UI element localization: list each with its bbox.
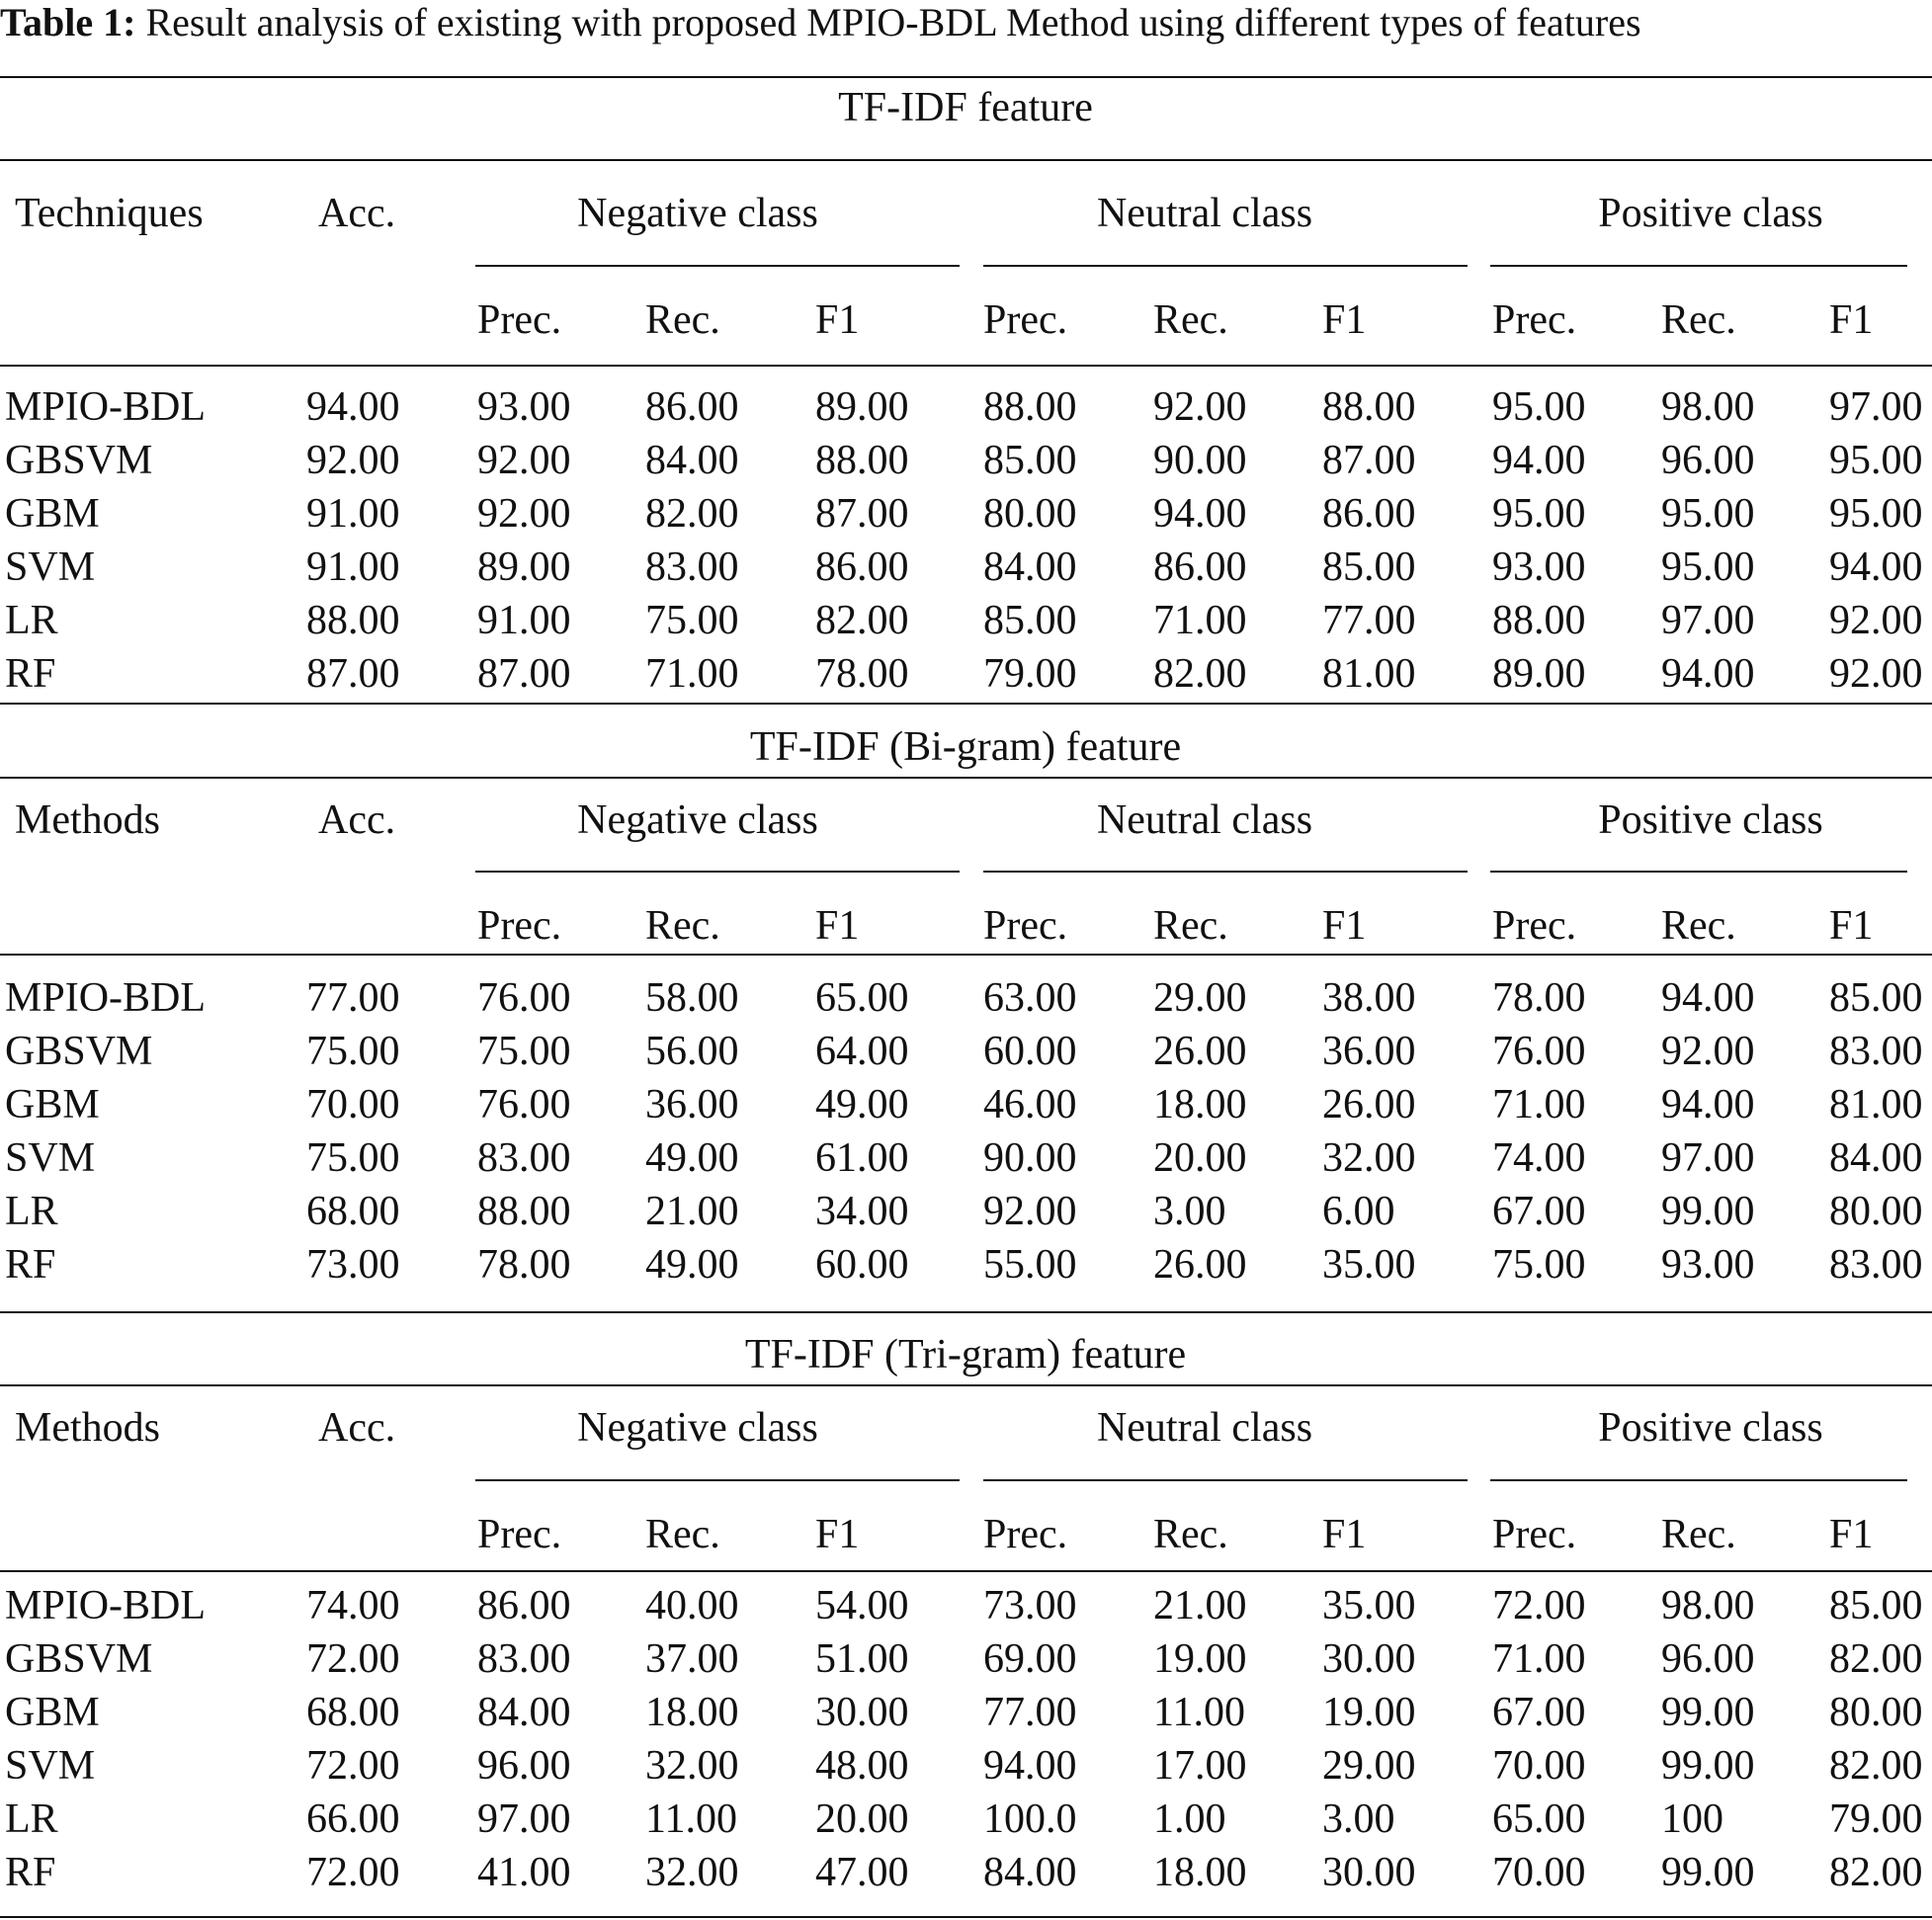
header-bottom-rule <box>0 954 1932 956</box>
table-cell: 17.00 <box>1153 1743 1247 1789</box>
table-cell: 64.00 <box>815 1029 909 1074</box>
table-cell: 78.00 <box>815 651 909 697</box>
table-cell: 88.00 <box>983 384 1077 430</box>
table-cell: 95.00 <box>1492 491 1586 537</box>
table-cell: 18.00 <box>645 1690 739 1735</box>
table-cell: 99.00 <box>1661 1850 1755 1895</box>
table-cell: 84.00 <box>983 544 1077 590</box>
table-cell: 67.00 <box>1492 1189 1586 1234</box>
class-group-header: Negative class <box>577 1405 818 1451</box>
table-cell: 65.00 <box>815 975 909 1021</box>
method-name-cell: MPIO-BDL <box>5 384 207 430</box>
metric-header: Rec. <box>1661 297 1736 343</box>
accuracy-header: Acc. <box>318 191 396 236</box>
table-cell: 6.00 <box>1322 1189 1395 1234</box>
table-cell: 89.00 <box>815 384 909 430</box>
table-cell: 87.00 <box>815 491 909 537</box>
class-group-header: Positive class <box>1598 1405 1823 1451</box>
table-cell: 96.00 <box>1661 438 1755 483</box>
table-cell: 95.00 <box>1661 544 1755 590</box>
metric-header: Rec. <box>1153 297 1228 343</box>
table-cell: 21.00 <box>645 1189 739 1234</box>
table-cell: 46.00 <box>983 1082 1077 1127</box>
table-cell: 94.00 <box>983 1743 1077 1789</box>
table-cell: 88.00 <box>1322 384 1416 430</box>
table-cell: 88.00 <box>1492 598 1586 643</box>
class-group-rule <box>475 1479 960 1481</box>
table-cell: 88.00 <box>815 438 909 483</box>
metric-header: Prec. <box>983 903 1068 949</box>
table-cell: 80.00 <box>1829 1690 1923 1735</box>
class-group-rule <box>983 1479 1468 1481</box>
method-name-cell: SVM <box>5 544 96 590</box>
table-cell: 85.00 <box>1829 1583 1923 1628</box>
metric-header: F1 <box>815 297 860 343</box>
table-cell: 83.00 <box>645 544 739 590</box>
table-cell: 18.00 <box>1153 1082 1247 1127</box>
table-cell: 47.00 <box>815 1850 909 1895</box>
table-cell: 100 <box>1661 1796 1723 1842</box>
table-cell: 92.00 <box>477 491 571 537</box>
table-cell: 74.00 <box>1492 1135 1586 1181</box>
table-cell: 88.00 <box>477 1189 571 1234</box>
table-cell: 92.00 <box>1153 384 1247 430</box>
table-cell: 40.00 <box>645 1583 739 1628</box>
table-cell: 76.00 <box>1492 1029 1586 1074</box>
method-name-cell: LR <box>5 598 58 643</box>
table-cell: 41.00 <box>477 1850 571 1895</box>
table-cell: 11.00 <box>1153 1690 1245 1735</box>
table-cell: 78.00 <box>477 1242 571 1288</box>
table-cell: 18.00 <box>1153 1850 1247 1895</box>
table-cell: 87.00 <box>477 651 571 697</box>
class-group-rule <box>983 265 1468 267</box>
table-cell: 77.00 <box>306 975 400 1021</box>
table-cell: 92.00 <box>1829 651 1923 697</box>
method-name-cell: LR <box>5 1189 58 1234</box>
table-cell: 77.00 <box>1322 598 1416 643</box>
table-cell: 72.00 <box>306 1850 400 1895</box>
table-cell: 36.00 <box>645 1082 739 1127</box>
table-cell: 99.00 <box>1661 1690 1755 1735</box>
table-cell: 93.00 <box>477 384 571 430</box>
metric-header: F1 <box>1829 297 1874 343</box>
table-cell: 92.00 <box>306 438 400 483</box>
header-bottom-rule <box>0 365 1932 367</box>
table-cell: 49.00 <box>645 1135 739 1181</box>
table-cell: 82.00 <box>1153 651 1247 697</box>
table-cell: 81.00 <box>1322 651 1416 697</box>
table-cell: 35.00 <box>1322 1242 1416 1288</box>
table-cell: 30.00 <box>1322 1850 1416 1895</box>
table-cell: 30.00 <box>1322 1636 1416 1682</box>
table-cell: 20.00 <box>1153 1135 1247 1181</box>
metric-header: Rec. <box>1661 903 1736 949</box>
table-cell: 94.00 <box>1661 1082 1755 1127</box>
table-cell: 55.00 <box>983 1242 1077 1288</box>
table-cell: 19.00 <box>1322 1690 1416 1735</box>
class-group-header: Neutral class <box>1096 191 1313 236</box>
table-cell: 70.00 <box>1492 1850 1586 1895</box>
table-cell: 20.00 <box>815 1796 909 1842</box>
table-cell: 98.00 <box>1661 1583 1755 1628</box>
table-cell: 100.0 <box>983 1796 1077 1842</box>
section-title-rule <box>0 777 1932 779</box>
table-cell: 71.00 <box>1492 1082 1586 1127</box>
section-bottom-rule <box>0 703 1932 705</box>
table-cell: 87.00 <box>306 651 400 697</box>
table-cell: 38.00 <box>1322 975 1416 1021</box>
table-cell: 84.00 <box>477 1690 571 1735</box>
table-cell: 72.00 <box>1492 1583 1586 1628</box>
section-bottom-rule <box>0 1311 1932 1313</box>
metric-header: Rec. <box>645 297 720 343</box>
table-cell: 97.00 <box>1661 598 1755 643</box>
table-cell: 29.00 <box>1322 1743 1416 1789</box>
table-cell: 82.00 <box>1829 1743 1923 1789</box>
table-cell: 86.00 <box>645 384 739 430</box>
table-cell: 86.00 <box>477 1583 571 1628</box>
first-column-header: Techniques <box>15 191 204 236</box>
accuracy-header: Acc. <box>318 1405 396 1451</box>
metric-header: Prec. <box>1492 1512 1577 1557</box>
method-name-cell: GBM <box>5 1690 100 1735</box>
class-group-header: Negative class <box>577 191 818 236</box>
table-cell: 82.00 <box>1829 1850 1923 1895</box>
table-cell: 32.00 <box>645 1850 739 1895</box>
table-cell: 68.00 <box>306 1189 400 1234</box>
section-bottom-rule <box>0 1916 1932 1918</box>
table-cell: 71.00 <box>1153 598 1247 643</box>
class-group-header: Positive class <box>1598 797 1823 843</box>
table-cell: 49.00 <box>645 1242 739 1288</box>
method-name-cell: GBSVM <box>5 1029 153 1074</box>
class-group-rule <box>983 871 1468 873</box>
table-cell: 74.00 <box>306 1583 400 1628</box>
table-cell: 86.00 <box>1322 491 1416 537</box>
method-name-cell: MPIO-BDL <box>5 975 207 1021</box>
table-cell: 58.00 <box>645 975 739 1021</box>
table-cell: 29.00 <box>1153 975 1247 1021</box>
table-cell: 34.00 <box>815 1189 909 1234</box>
method-name-cell: GBM <box>5 491 100 537</box>
table-cell: 94.00 <box>306 384 400 430</box>
table-cell: 36.00 <box>1322 1029 1416 1074</box>
table-cell: 71.00 <box>1492 1636 1586 1682</box>
metric-header: Prec. <box>1492 903 1577 949</box>
table-cell: 83.00 <box>1829 1242 1923 1288</box>
class-group-header: Neutral class <box>1096 797 1313 843</box>
section-title: TF-IDF (Tri-gram) feature <box>744 1332 1187 1377</box>
table-caption-text: Result analysis of existing with proposed MPIO-BDL Method using different types of features <box>145 0 1641 44</box>
table-cell: 81.00 <box>1829 1082 1923 1127</box>
table-cell: 89.00 <box>1492 651 1586 697</box>
table-cell: 94.00 <box>1829 544 1923 590</box>
table-cell: 85.00 <box>983 598 1077 643</box>
class-group-rule <box>1490 871 1907 873</box>
table-cell: 79.00 <box>983 651 1077 697</box>
table-cell: 77.00 <box>983 1690 1077 1735</box>
table-cell: 75.00 <box>645 598 739 643</box>
table-cell: 72.00 <box>306 1636 400 1682</box>
table-cell: 83.00 <box>477 1636 571 1682</box>
table-cell: 69.00 <box>983 1636 1077 1682</box>
table-cell: 82.00 <box>815 598 909 643</box>
table-cell: 78.00 <box>1492 975 1586 1021</box>
table-cell: 88.00 <box>306 598 400 643</box>
method-name-cell: RF <box>5 1850 56 1895</box>
table-cell: 65.00 <box>1492 1796 1586 1842</box>
first-column-header: Methods <box>15 797 160 843</box>
table-cell: 75.00 <box>306 1135 400 1181</box>
table-cell: 82.00 <box>645 491 739 537</box>
table-cell: 92.00 <box>1661 1029 1755 1074</box>
metric-header: Rec. <box>645 903 720 949</box>
section-title: TF-IDF feature <box>838 85 1093 130</box>
metric-header: Prec. <box>983 1512 1068 1557</box>
table-cell: 68.00 <box>306 1690 400 1735</box>
table-cell: 91.00 <box>306 491 400 537</box>
class-group-rule <box>1490 265 1907 267</box>
method-name-cell: SVM <box>5 1135 96 1181</box>
table-cell: 37.00 <box>645 1636 739 1682</box>
table-cell: 66.00 <box>306 1796 400 1842</box>
table-cell: 73.00 <box>306 1242 400 1288</box>
metric-header: Prec. <box>983 297 1068 343</box>
section-title-rule <box>0 159 1932 161</box>
table-cell: 97.00 <box>1661 1135 1755 1181</box>
table-cell: 94.00 <box>1661 975 1755 1021</box>
table-cell: 76.00 <box>477 1082 571 1127</box>
table-cell: 54.00 <box>815 1583 909 1628</box>
table-cell: 61.00 <box>815 1135 909 1181</box>
header-bottom-rule <box>0 1570 1932 1572</box>
section-title: TF-IDF (Bi-gram) feature <box>749 724 1182 770</box>
table-cell: 70.00 <box>1492 1743 1586 1789</box>
table-cell: 67.00 <box>1492 1690 1586 1735</box>
metric-header: Rec. <box>1153 1512 1228 1557</box>
table-cell: 26.00 <box>1322 1082 1416 1127</box>
table-cell: 32.00 <box>1322 1135 1416 1181</box>
table-cell: 80.00 <box>983 491 1077 537</box>
table-cell: 90.00 <box>1153 438 1247 483</box>
table-cell: 85.00 <box>1829 975 1923 1021</box>
table-cell: 95.00 <box>1492 384 1586 430</box>
table-cell: 21.00 <box>1153 1583 1247 1628</box>
class-group-rule <box>475 265 960 267</box>
metric-header: F1 <box>1322 903 1367 949</box>
table-cell: 94.00 <box>1153 491 1247 537</box>
table-cell: 79.00 <box>1829 1796 1923 1842</box>
table-cell: 99.00 <box>1661 1743 1755 1789</box>
table-cell: 71.00 <box>645 651 739 697</box>
method-name-cell: RF <box>5 651 56 697</box>
table-cell: 63.00 <box>983 975 1077 1021</box>
metric-header: Prec. <box>477 903 562 949</box>
table-cell: 96.00 <box>1661 1636 1755 1682</box>
table-cell: 97.00 <box>477 1796 571 1842</box>
table-cell: 19.00 <box>1153 1636 1247 1682</box>
table-cell: 85.00 <box>983 438 1077 483</box>
table-cell: 93.00 <box>1492 544 1586 590</box>
class-group-rule <box>1490 1479 1907 1481</box>
metric-header: Rec. <box>645 1512 720 1557</box>
table-cell: 72.00 <box>306 1743 400 1789</box>
metric-header: F1 <box>1322 1512 1367 1557</box>
metric-header: F1 <box>1829 1512 1874 1557</box>
table-cell: 26.00 <box>1153 1029 1247 1074</box>
table-cell: 83.00 <box>477 1135 571 1181</box>
table-cell: 83.00 <box>1829 1029 1923 1074</box>
metric-header: F1 <box>1829 903 1874 949</box>
table-cell: 92.00 <box>983 1189 1077 1234</box>
table-cell: 80.00 <box>1829 1189 1923 1234</box>
section-title-rule <box>0 1384 1932 1386</box>
table-cell: 91.00 <box>477 598 571 643</box>
method-name-cell: SVM <box>5 1743 96 1789</box>
table-cell: 99.00 <box>1661 1189 1755 1234</box>
accuracy-header: Acc. <box>318 797 396 843</box>
table-cell: 95.00 <box>1829 438 1923 483</box>
metric-header: Rec. <box>1153 903 1228 949</box>
class-group-header: Negative class <box>577 797 818 843</box>
table-cell: 76.00 <box>477 975 571 1021</box>
table-caption-label: Table 1: <box>0 0 136 44</box>
table-cell: 94.00 <box>1492 438 1586 483</box>
table-cell: 97.00 <box>1829 384 1923 430</box>
method-name-cell: GBSVM <box>5 1636 153 1682</box>
metric-header: Prec. <box>1492 297 1577 343</box>
table-cell: 91.00 <box>306 544 400 590</box>
section-top-rule <box>0 76 1932 78</box>
table-cell: 89.00 <box>477 544 571 590</box>
table-cell: 70.00 <box>306 1082 400 1127</box>
table-cell: 92.00 <box>1829 598 1923 643</box>
table-cell: 75.00 <box>477 1029 571 1074</box>
table-cell: 95.00 <box>1829 491 1923 537</box>
table-cell: 48.00 <box>815 1743 909 1789</box>
table-cell: 1.00 <box>1153 1796 1226 1842</box>
table-cell: 3.00 <box>1322 1796 1395 1842</box>
table-cell: 60.00 <box>983 1029 1077 1074</box>
table-caption <box>0 0 1932 45</box>
table-cell: 73.00 <box>983 1583 1077 1628</box>
table-cell: 60.00 <box>815 1242 909 1288</box>
table-cell: 32.00 <box>645 1743 739 1789</box>
table-cell: 93.00 <box>1661 1242 1755 1288</box>
class-group-header: Neutral class <box>1096 1405 1313 1451</box>
class-group-header: Positive class <box>1598 191 1823 236</box>
table-cell: 95.00 <box>1661 491 1755 537</box>
method-name-cell: GBSVM <box>5 438 153 483</box>
metric-header: F1 <box>815 903 860 949</box>
table-cell: 94.00 <box>1661 651 1755 697</box>
table-cell: 30.00 <box>815 1690 909 1735</box>
table-cell: 84.00 <box>1829 1135 1923 1181</box>
metric-header: F1 <box>1322 297 1367 343</box>
method-name-cell: LR <box>5 1796 58 1842</box>
table-cell: 56.00 <box>645 1029 739 1074</box>
metric-header: F1 <box>815 1512 860 1557</box>
table-cell: 86.00 <box>1153 544 1247 590</box>
table-cell: 35.00 <box>1322 1583 1416 1628</box>
table-cell: 11.00 <box>645 1796 737 1842</box>
table-cell: 92.00 <box>477 438 571 483</box>
table-cell: 86.00 <box>815 544 909 590</box>
table-cell: 49.00 <box>815 1082 909 1127</box>
table-cell: 51.00 <box>815 1636 909 1682</box>
method-name-cell: MPIO-BDL <box>5 1583 207 1628</box>
table-cell: 96.00 <box>477 1743 571 1789</box>
table-cell: 82.00 <box>1829 1636 1923 1682</box>
method-name-cell: RF <box>5 1242 56 1288</box>
table-cell: 75.00 <box>306 1029 400 1074</box>
table-cell: 90.00 <box>983 1135 1077 1181</box>
table-cell: 84.00 <box>983 1850 1077 1895</box>
class-group-rule <box>475 871 960 873</box>
table-cell: 75.00 <box>1492 1242 1586 1288</box>
metric-header: Prec. <box>477 1512 562 1557</box>
table-cell: 87.00 <box>1322 438 1416 483</box>
table-cell: 98.00 <box>1661 384 1755 430</box>
method-name-cell: GBM <box>5 1082 100 1127</box>
table-cell: 26.00 <box>1153 1242 1247 1288</box>
metric-header: Prec. <box>477 297 562 343</box>
first-column-header: Methods <box>15 1405 160 1451</box>
table-cell: 85.00 <box>1322 544 1416 590</box>
metric-header: Rec. <box>1661 1512 1736 1557</box>
table-cell: 84.00 <box>645 438 739 483</box>
table-cell: 3.00 <box>1153 1189 1226 1234</box>
